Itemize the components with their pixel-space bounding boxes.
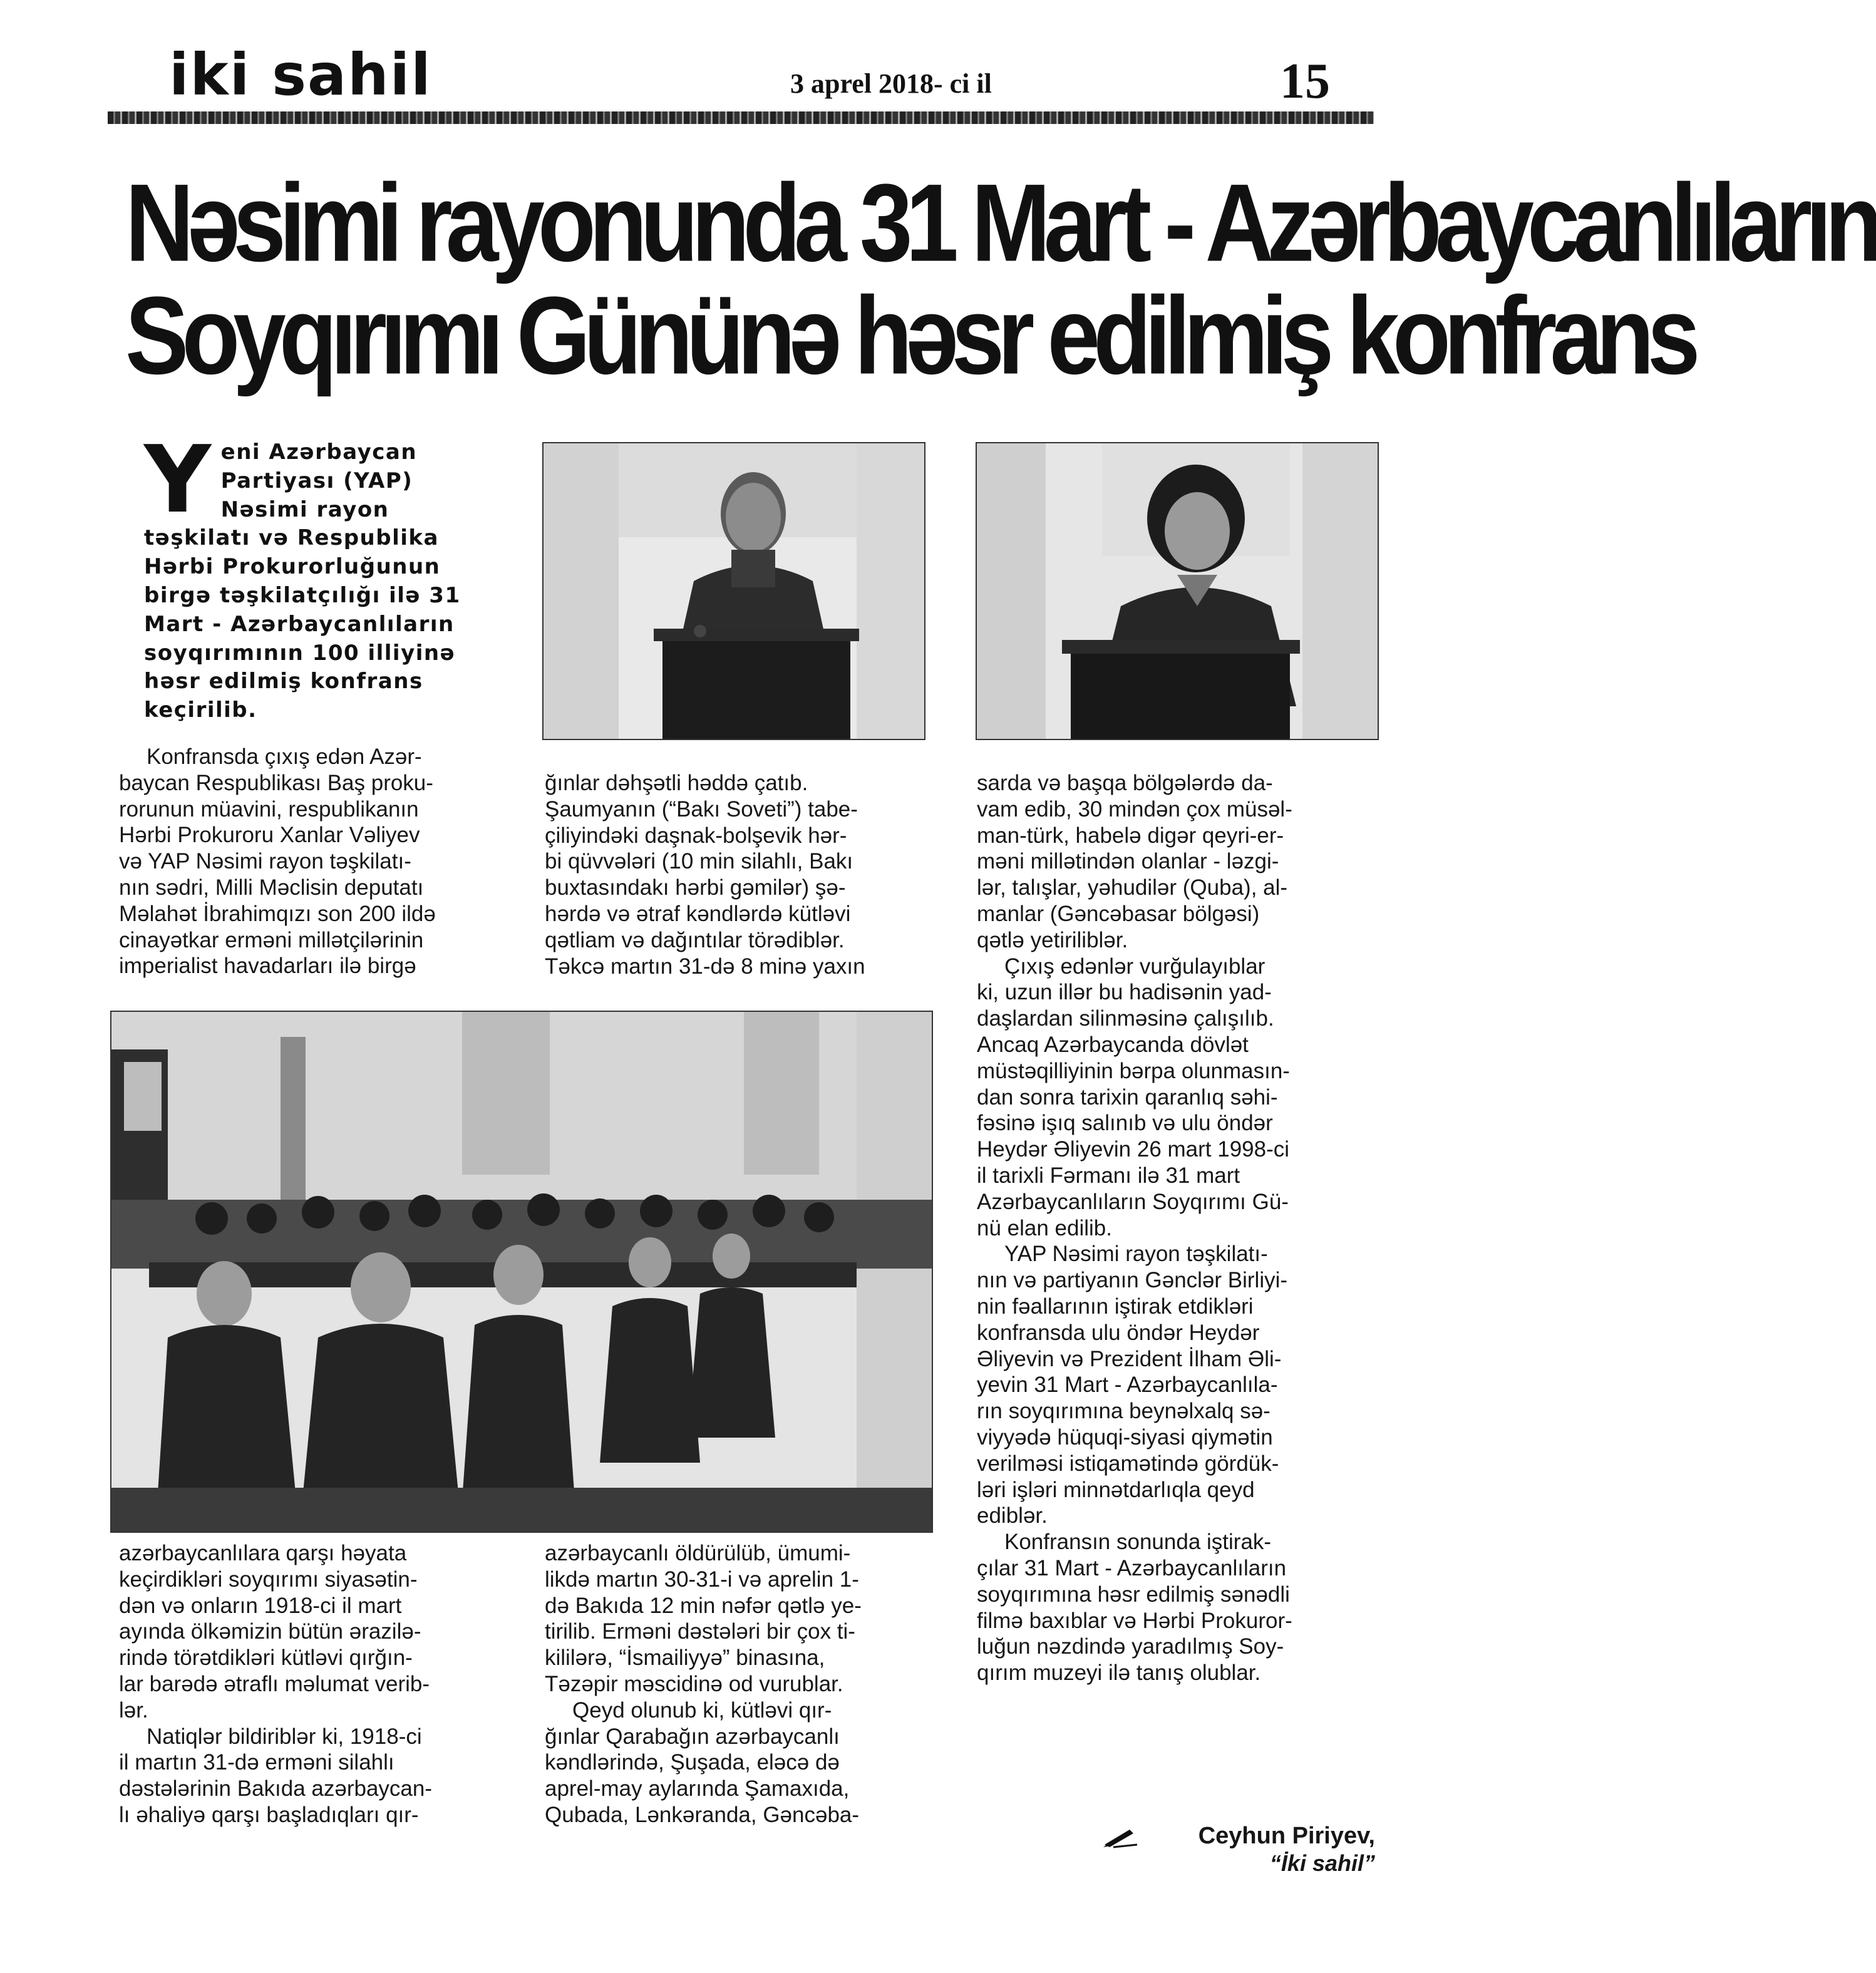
text-line: rın soyqırımına beynəlxalq sə- [977,1399,1270,1424]
page-number: 15 [1280,54,1330,109]
text-line: qətlə yetiriliblər. [977,927,1128,952]
text-line: konfransda ulu öndər Heydər [977,1320,1260,1345]
text-line: fəsinə işıq salınıb və ulu öndər [977,1111,1273,1136]
text-line: aprel-may aylarında Şamaxıda, [545,1776,850,1801]
text-line: filmə baxıblar və Hərbi Prokuror- [977,1608,1292,1633]
header-rule [108,111,1374,124]
headline-line-1: Nəsimi rayonunda 31 Mart - Azərbaycanlıların [125,161,1876,285]
text-line: luğun nəzdində yaradılmış Soy- [977,1634,1284,1659]
byline [1087,1822,1375,1877]
text-line: lar barədə ətraflı məlumat verib- [119,1671,430,1696]
text-line: Konfransda çıxış edən Azər- [147,744,422,769]
text-line: vam edib, 30 mindən çox müsəl- [977,796,1292,822]
text-line: Azərbaycanlıların Soyqırımı Gü- [977,1189,1289,1214]
issue-date: 3 aprel 2018- ci il [790,68,992,99]
lead-paragraph [144,426,495,725]
text-line: ğınlar Qarabağın azərbaycanlı [545,1724,840,1749]
text-line: azərbaycanlılara qarşı həyata [119,1541,407,1565]
text-line: Əliyevin və Prezident İlham Əli- [977,1346,1282,1371]
text-line: hərdə və ətraf kəndlərdə kütləvi [545,901,851,926]
text-line: daşlardan silinməsinə çalışılıb. [977,1006,1274,1031]
column-3 [977,770,1365,1686]
text-line: soyqırımına həsr edilmiş sənədli [977,1582,1290,1607]
text-line: Təkcə martın 31-də 8 minə yaxın [545,954,865,979]
audience-photo [110,1011,933,1533]
text-line: dən və onların 1918-ci il mart [119,1593,402,1618]
pen-icon [1102,1826,1140,1848]
text-line: də Bakıda 12 min nəfər qətlə ye- [545,1593,862,1618]
text-line: Ancaq Azərbaycanda dövlət [977,1032,1249,1057]
text-line: Konfransın sonunda iştirak- [1004,1530,1272,1555]
text-line: verilməsi istiqamətində gördük- [977,1451,1279,1476]
text-line: lər, talışlar, yəhudilər (Quba), al- [977,875,1288,900]
text-line: və YAP Nəsimi rayon təşkilatı- [119,849,411,874]
text-line: buxtasındakı hərbi gəmilər) şə- [545,875,846,900]
text-line: məni millətindən olanlar - ləzgi- [977,849,1279,874]
text-line: yevin 31 Mart - Azərbaycanlıla- [977,1373,1278,1398]
text-line: manlar (Gəncəbasar bölgəsi) [977,901,1260,926]
text-line: ləri işləri minnətdarlıqla qeyd [977,1477,1255,1502]
speaker-photo-prosecutor-image [544,443,924,739]
text-line: qırım muzeyi ilə tanış olublar. [977,1661,1261,1686]
text-line: lər. [119,1697,148,1723]
masthead-title: iki sahil [169,41,432,108]
speaker-photo-prosecutor [542,442,925,740]
text-line: sarda və başqa bölgələrdə da- [977,771,1273,795]
lead-text: eni Azərbaycan Partiyası (YAP) Nəsimi rayon təşkilatı və Respublika Hərbi Prokurorluğunun birgə təşkilatçılığı ilə 31 Mart - Azərbaycanlıların soyqırımının 100 illiyinə həsr edilmiş konfrans keçirilib. [144,440,461,723]
column-2-bottom [545,1540,927,1828]
text-line: man-türk, habelə digər qeyri-er- [977,823,1284,848]
text-line: nin fəallarının iştirak etdikləri [977,1294,1254,1319]
text-line: Təzəpir məscidinə od vurublar. [545,1671,843,1696]
text-line: bi qüvvələri (10 min silahlı, Bakı [545,849,853,874]
text-line: kəndlərində, Şuşada, eləcə də [545,1750,840,1775]
text-line: Heydər Əliyevin 26 mart 1998-ci [977,1137,1290,1162]
byline-author: Ceyhun Piriyev, [1198,1823,1375,1849]
text-line: rində törətdikləri kütləvi qırğın- [119,1646,413,1671]
text-line: likdə martın 30-31-i və aprelin 1- [545,1567,859,1592]
text-line: imperialist havadarları ilə birgə [119,954,416,979]
text-line: Qeyd olunub ki, kütləvi qır- [572,1697,832,1723]
text-line: azərbaycanlı öldürülüb, ümumi- [545,1541,851,1565]
text-line: ki, uzun illər bu hadisənin yad- [977,980,1272,1005]
text-line: Çıxış edənlər vurğulayıblar [1004,954,1265,979]
text-line: rorunun müavini, respublikanın [119,796,419,822]
byline-paper: “İki sahil” [1269,1850,1375,1876]
lead-dropcap: Y [144,426,212,533]
text-line: nın və partiyanın Gənclər Birliyi- [977,1268,1288,1293]
text-line: baycan Respublikası Baş proku- [119,770,433,795]
headline-line-2: Soyqırımı Gününə həsr edilmiş konfrans [125,274,1694,398]
text-line: il tarixli Fərmanı ilə 31 mart [977,1163,1240,1188]
text-line: ediblər. [977,1503,1048,1528]
text-line: nü elan edilib. [977,1215,1112,1240]
text-line: YAP Nəsimi rayon təşkilatı- [1004,1242,1268,1267]
speaker-photo-deputy-image [977,443,1378,739]
text-line: kililərə, “İsmailiyyə” binasına, [545,1646,825,1671]
text-line: il martın 31-də erməni silahlı [119,1750,394,1775]
column-1-bottom [119,1540,501,1828]
column-1-top [119,744,491,979]
text-line: viyyədə hüquqi-siyasi qiymətin [977,1424,1273,1450]
text-line: Qubada, Lənkəranda, Gəncəba- [545,1802,860,1827]
text-line: dan sonra tarixin qaranlıq səhi- [977,1084,1278,1110]
text-line: çılar 31 Mart - Azərbaycanlıların [977,1555,1287,1580]
text-line: Şaumyanın (“Bakı Soveti”) tabe- [545,796,858,822]
text-line: Hərbi Prokuroru Xanlar Vəliyev [119,823,420,848]
speaker-photo-deputy [976,442,1379,740]
text-line: lı əhaliyə qarşı başladıqları qır- [119,1802,419,1827]
audience-photo-image [111,1012,932,1532]
text-line: ayında ölkəmizin bütün ərazilə- [119,1619,421,1644]
text-line: qətliam və dağıntılar törədiblər. [545,927,845,952]
text-line: Natiqlər bildiriblər ki, 1918-ci [147,1724,422,1749]
column-2-top [545,770,927,979]
text-line: müstəqilliyinin bərpa olunmasın- [977,1058,1290,1083]
text-line: keçirdikləri soyqırımı siyasətin- [119,1567,418,1592]
text-line: dəstələrinin Bakıda azərbaycan- [119,1776,433,1801]
text-line: çiliyindəki daşnak-bolşevik hər- [545,823,847,848]
text-line: ğınlar dəhşətli həddə çatıb. [545,771,808,795]
text-line: nın sədri, Milli Məclisin deputatı [119,875,424,900]
text-line: cinayətkar erməni millətçilərinin [119,927,424,952]
text-line: Məlahət İbrahimqızı son 200 ildə [119,901,436,926]
text-line: tirilib. Erməni dəstələri bir çox ti- [545,1619,855,1644]
